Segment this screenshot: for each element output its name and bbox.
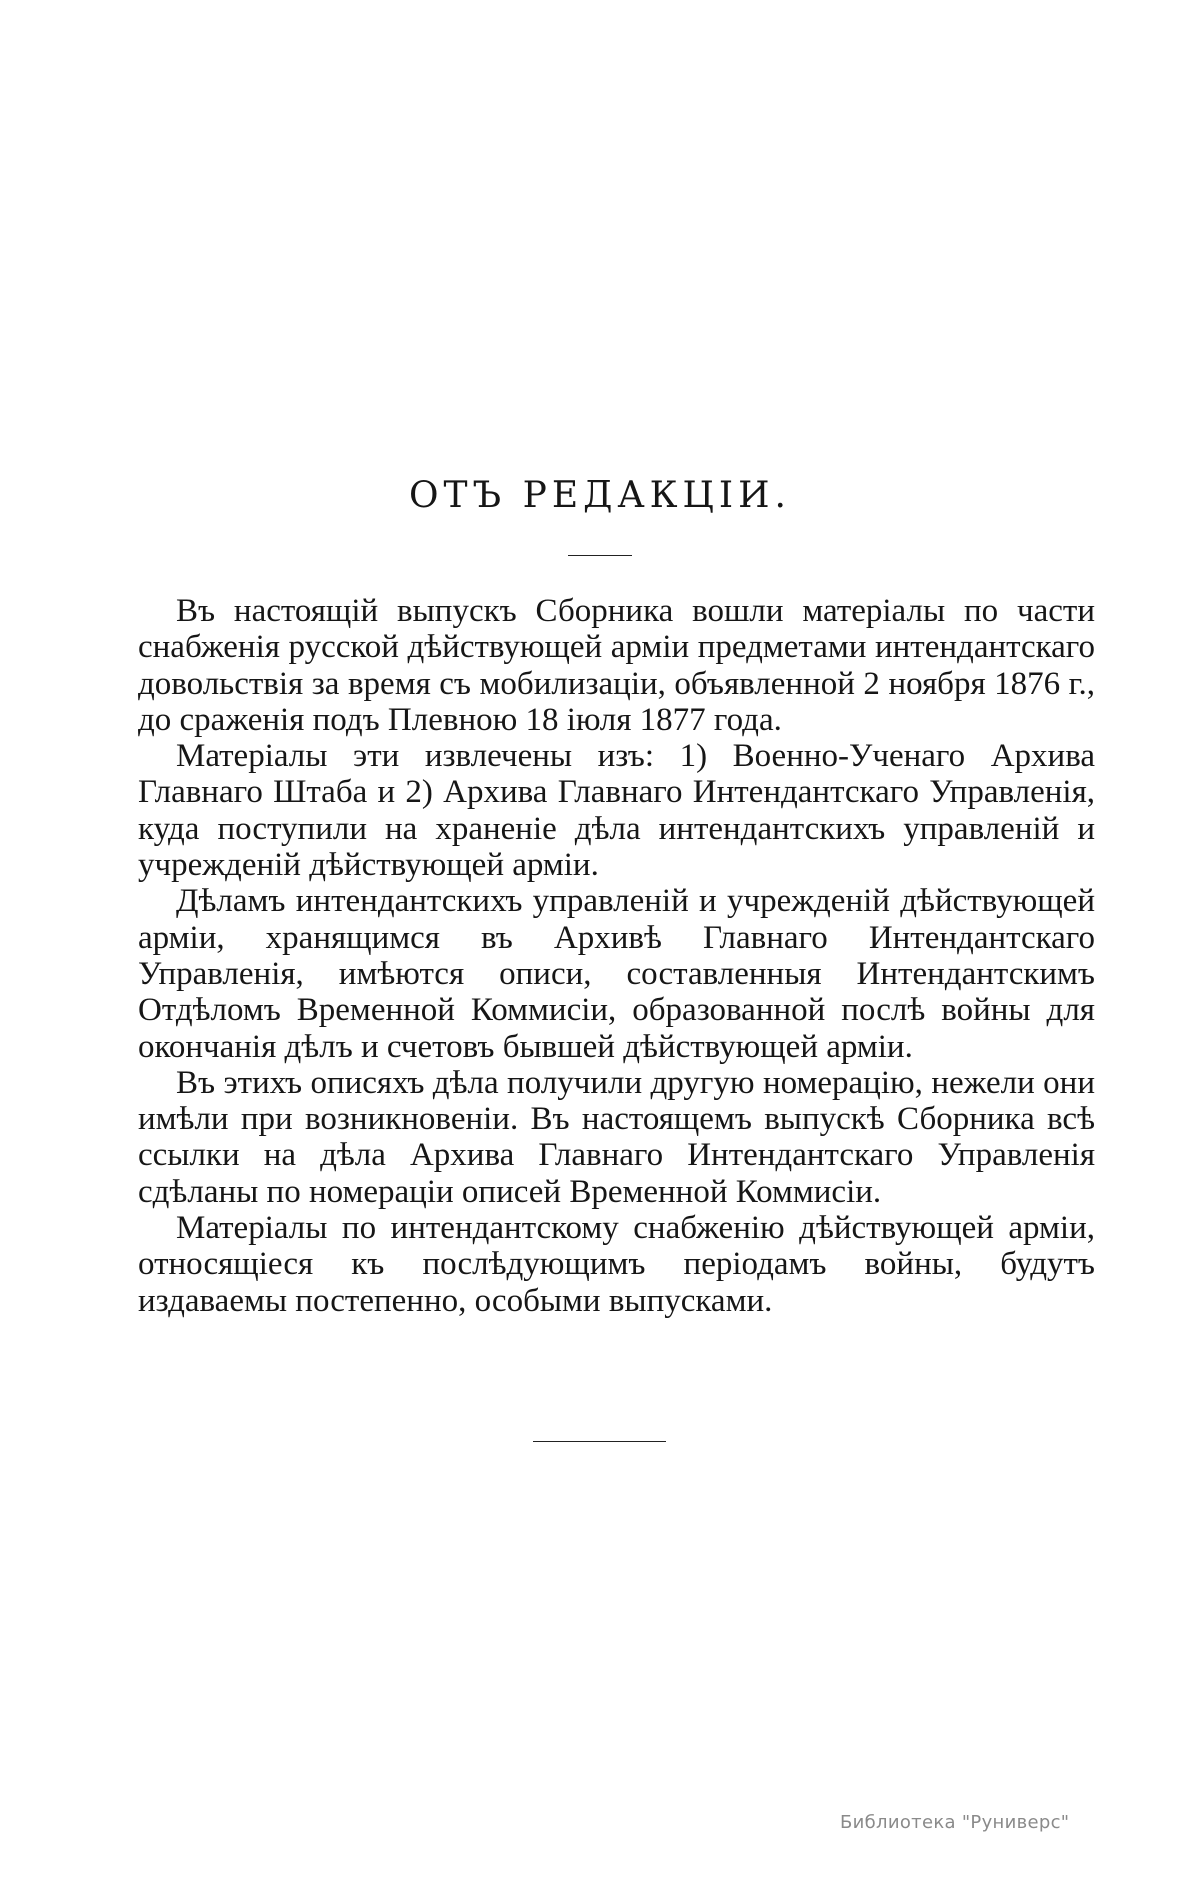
paragraph: Въ этихъ описяхъ дѣла получили другую номерацію, нежели они имѣли при возникновеніи. Въ настоящемъ выпускѣ Сборника всѣ ссылки на дѣла Архива Главнаго Интендантскаго Управленія сдѣланы по номераціи описей Временной Коммисіи. <box>138 1064 1095 1210</box>
paragraph: Матеріалы эти извлечены изъ: 1) Военно-Ученаго Архива Главнаго Штаба и 2) Архива Главнаго Интендантскаго Управленія, куда поступили на храненіе дѣла интендантскихъ управленій и учрежденій дѣйствующей арміи. <box>138 738 1095 884</box>
paragraph: Матеріалы по интендантскому снабженію дѣйствующей арміи, относящіеся къ послѣдующимъ періодамъ войны, будутъ издаваемы постепенно, особыми выпусками. <box>138 1210 1095 1319</box>
heading-divider <box>568 555 632 556</box>
end-divider <box>533 1441 666 1442</box>
paragraph: Дѣламъ интендантскихъ управленій и учрежденій дѣйствующей арміи, хранящимся въ Архивѣ Главнаго Интендантскаго Управленія, имѣются описи, составленныя Интендантскимъ Отдѣломъ Временной Коммисіи, образованной послѣ войны для окончанія дѣлъ и счетовъ бывшей дѣйствующей арміи. <box>138 883 1095 1065</box>
page-heading: ОТЪ РЕДАКЦІИ. <box>409 475 791 516</box>
library-watermark: Библиотека "Руниверс" <box>840 1812 1070 1833</box>
body-text <box>138 593 1095 1319</box>
paragraph: Въ настоящій выпускъ Сборника вошли матеріалы по части снабженія русской дѣйствующей арміи предметами интендантскаго довольствія за время съ мобилизаціи, объявленной 2 ноября 1876 г., до сраженія подъ Плевною 18 іюля 1877 года. <box>138 593 1095 738</box>
